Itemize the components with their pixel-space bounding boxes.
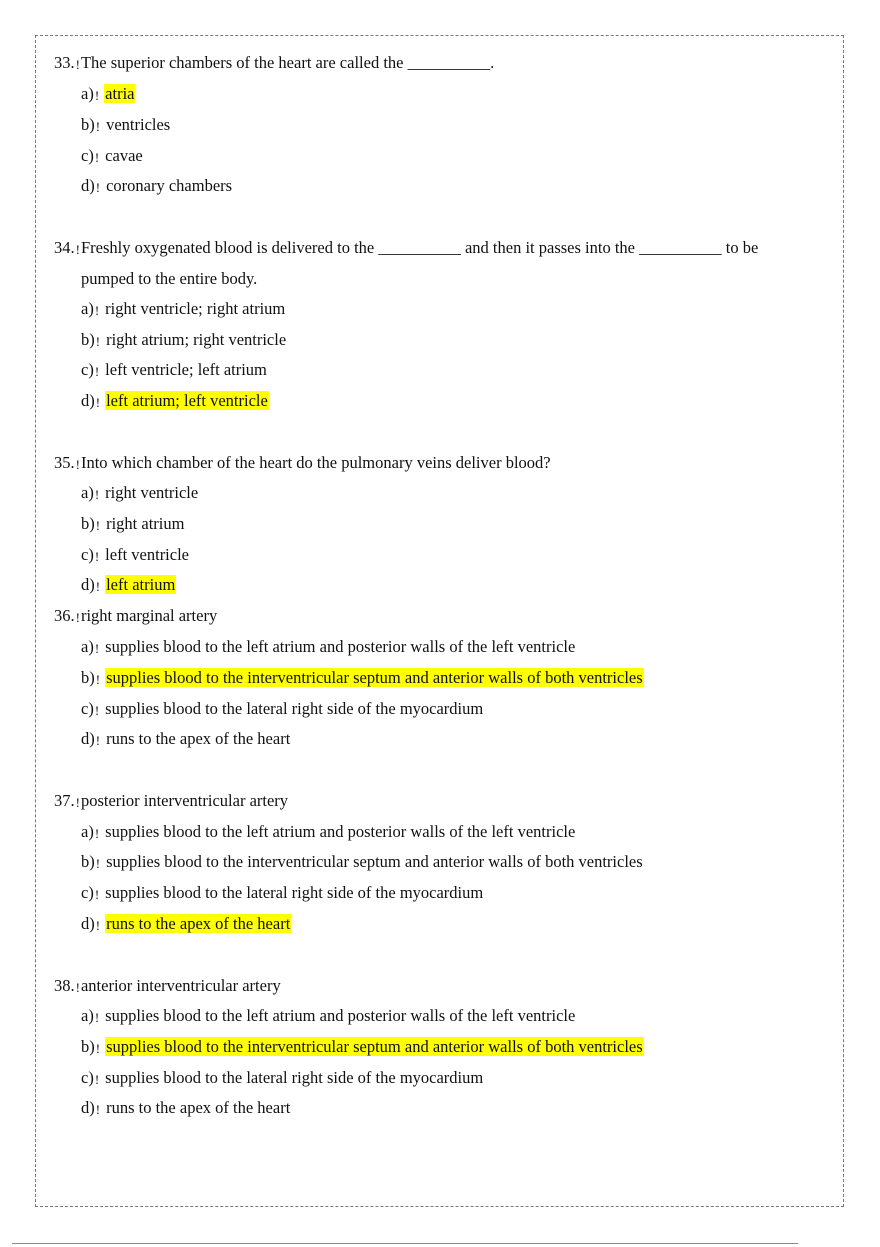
question-number: 33. [54,53,75,72]
list-marker-glyph: ! [95,918,101,933]
list-marker-glyph: ! [75,980,80,995]
answer-option[interactable] [81,84,135,105]
highlighted-answer: atria [105,84,135,103]
option-letter: c) [81,699,94,718]
list-marker-glyph: ! [75,795,80,810]
highlighted-answer: supplies blood to the interventricular septum and anterior walls of both ventricles [106,668,643,687]
answer-option[interactable] [81,822,576,843]
option-text: coronary chambers [106,176,233,195]
list-marker-glyph: ! [94,1010,100,1025]
option-letter: c) [81,360,94,379]
list-marker-glyph: ! [75,57,80,72]
list-marker-glyph: ! [94,887,100,902]
question-text: posterior interventricular artery [80,791,289,810]
list-marker-glyph: ! [95,1102,101,1117]
answer-option[interactable] [81,668,644,689]
answer-option[interactable] [81,1098,291,1119]
question-text: Into which chamber of the heart do the pulmonary veins deliver blood? [80,453,551,472]
list-marker-glyph: ! [95,334,101,349]
option-text: ventricles [106,115,171,134]
option-letter: c) [81,883,94,902]
option-letter: d) [81,729,95,748]
question-stem [54,53,824,74]
question-number: 34. [54,238,75,257]
option-letter: a) [81,84,94,103]
list-marker-glyph: ! [94,487,100,502]
list-marker-glyph: ! [95,395,101,410]
answer-option[interactable] [81,1068,484,1089]
list-marker-glyph: ! [94,364,100,379]
option-text: supplies blood to the left atrium and posterior walls of the left ventricle [105,1006,576,1025]
option-letter: c) [81,545,94,564]
list-marker-glyph: ! [94,150,100,165]
question-stem [54,238,824,259]
question-stem [54,976,824,997]
highlighted-answer: runs to the apex of the heart [106,914,291,933]
question-text: The superior chambers of the heart are called the __________. [80,53,495,72]
answer-option[interactable] [81,360,268,381]
question-stem [54,453,824,474]
option-letter: a) [81,299,94,318]
option-letter: a) [81,637,94,656]
question-stem [54,791,824,812]
list-marker-glyph: ! [95,856,101,871]
answer-option[interactable] [81,1006,576,1027]
question-text: right marginal artery [80,606,218,625]
option-letter: d) [81,176,95,195]
highlighted-answer: left atrium; left ventricle [106,391,268,410]
highlighted-answer: supplies blood to the interventricular septum and anterior walls of both ventricles [106,1037,643,1056]
option-text: left ventricle [105,545,190,564]
answer-option[interactable] [81,146,144,167]
answer-option[interactable] [81,852,644,873]
list-marker-glyph: ! [94,88,100,103]
answer-option[interactable] [81,883,484,904]
list-marker-glyph: ! [95,733,101,748]
option-letter: b) [81,1037,95,1056]
footer-rule [12,1243,798,1244]
answer-option[interactable] [81,391,269,412]
option-letter: a) [81,483,94,502]
answer-option[interactable] [81,914,291,935]
option-letter: b) [81,115,95,134]
answer-option[interactable] [81,637,576,658]
list-marker-glyph: ! [95,518,101,533]
list-marker-glyph: ! [94,641,100,656]
option-text: supplies blood to the left atrium and posterior walls of the left ventricle [105,637,576,656]
answer-option[interactable] [81,545,190,566]
list-marker-glyph: ! [75,457,80,472]
question-text: Freshly oxygenated blood is delivered to the __________ and then it passes into the __________ to be [80,238,759,257]
question-number: 35. [54,453,75,472]
option-text: supplies blood to the lateral right side of the myocardium [105,699,484,718]
list-marker-glyph: ! [95,672,101,687]
option-letter: a) [81,822,94,841]
option-letter: d) [81,575,95,594]
answer-option[interactable] [81,483,199,504]
question-stem [54,606,824,627]
question-number: 36. [54,606,75,625]
question-text: pumped to the entire body. [81,269,258,288]
question-stem-continued [81,269,851,289]
answer-option[interactable] [81,575,176,596]
list-marker-glyph: ! [94,703,100,718]
list-marker-glyph: ! [95,180,101,195]
option-text: right ventricle; right atrium [105,299,286,318]
list-marker-glyph: ! [95,579,101,594]
answer-option[interactable] [81,176,233,197]
list-marker-glyph: ! [75,242,80,257]
option-letter: b) [81,852,95,871]
list-marker-glyph: ! [94,549,100,564]
list-marker-glyph: ! [94,303,100,318]
answer-option[interactable] [81,299,286,320]
option-text: right atrium; right ventricle [106,330,287,349]
option-text: runs to the apex of the heart [106,1098,291,1117]
answer-option[interactable] [81,330,287,351]
highlighted-answer: left atrium [106,575,176,594]
option-letter: c) [81,146,94,165]
list-marker-glyph: ! [95,1041,101,1056]
answer-option[interactable] [81,699,484,720]
option-text: right ventricle [105,483,199,502]
option-text: supplies blood to the lateral right side of the myocardium [105,1068,484,1087]
option-letter: d) [81,914,95,933]
question-number: 38. [54,976,75,995]
option-text: left ventricle; left atrium [105,360,267,379]
option-text: runs to the apex of the heart [106,729,291,748]
option-text: cavae [105,146,143,165]
list-marker-glyph: ! [94,826,100,841]
answer-option[interactable] [81,514,185,535]
option-letter: b) [81,514,95,533]
question-number: 37. [54,791,75,810]
option-text: right atrium [106,514,185,533]
answer-option[interactable] [81,115,171,136]
option-letter: d) [81,391,95,410]
answer-option[interactable] [81,1037,644,1058]
answer-option[interactable] [81,729,291,750]
list-marker-glyph: ! [75,610,80,625]
question-text: anterior interventricular artery [80,976,281,995]
option-text: supplies blood to the interventricular septum and anterior walls of both ventricles [106,852,643,871]
list-marker-glyph: ! [94,1072,100,1087]
option-letter: b) [81,668,95,687]
option-text: supplies blood to the lateral right side of the myocardium [105,883,484,902]
option-text: supplies blood to the left atrium and posterior walls of the left ventricle [105,822,576,841]
option-letter: a) [81,1006,94,1025]
option-letter: c) [81,1068,94,1087]
option-letter: b) [81,330,95,349]
option-letter: d) [81,1098,95,1117]
list-marker-glyph: ! [95,119,101,134]
